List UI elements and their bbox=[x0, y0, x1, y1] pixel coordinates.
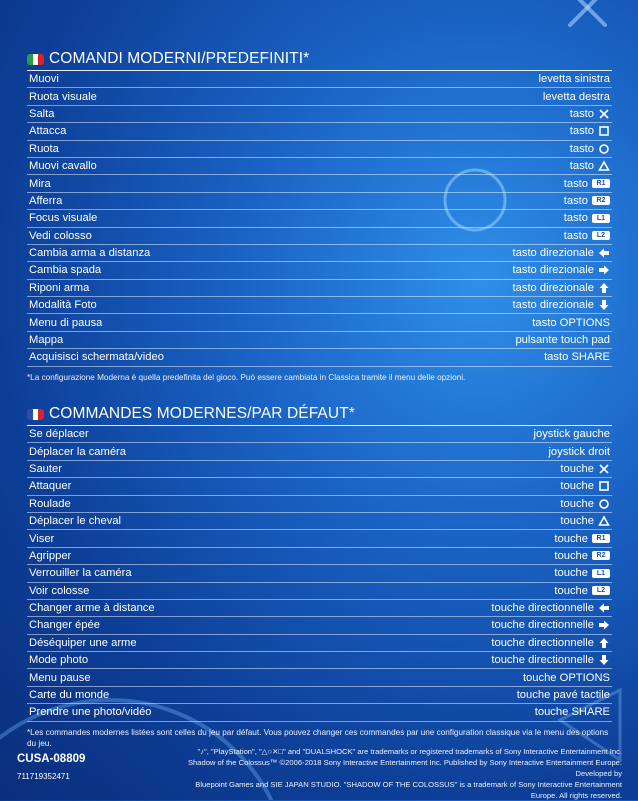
action-label: Verrouiller la caméra bbox=[29, 567, 132, 580]
control-label: tasto bbox=[569, 107, 594, 120]
control-binding bbox=[532, 317, 610, 329]
control-row bbox=[27, 600, 612, 617]
product-code: CUSA-08809 bbox=[17, 753, 86, 765]
control-row bbox=[27, 635, 612, 652]
control-label: touche pavé tactile bbox=[516, 689, 610, 702]
control-row bbox=[27, 349, 612, 366]
control-label: touche bbox=[560, 462, 594, 475]
action-label: Ruota bbox=[29, 142, 59, 155]
section-title: COMANDI MODERNI/PREDEFINITI* bbox=[49, 50, 310, 67]
control-label: tasto bbox=[563, 177, 588, 190]
control-label: tasto direzionale bbox=[512, 299, 594, 312]
square-icon bbox=[598, 125, 610, 137]
r1-button-icon: R1 bbox=[592, 179, 610, 188]
control-label: tasto direzionale bbox=[512, 247, 594, 260]
action-label: Afferra bbox=[29, 194, 63, 207]
controls-list bbox=[27, 71, 612, 367]
control-row bbox=[27, 228, 612, 245]
control-binding bbox=[554, 585, 610, 597]
control-label: touche bbox=[560, 515, 594, 528]
control-binding bbox=[491, 619, 610, 631]
action-label: Riponi arma bbox=[29, 281, 90, 294]
arrow-up-icon bbox=[598, 637, 610, 649]
control-binding bbox=[491, 654, 610, 666]
action-label: Salta bbox=[29, 107, 55, 120]
arrow-left-icon bbox=[598, 602, 610, 614]
control-row bbox=[27, 88, 612, 105]
control-label: touche OPTIONS bbox=[522, 671, 610, 684]
control-label: touche bbox=[554, 567, 588, 580]
control-binding bbox=[564, 230, 610, 242]
action-label: Se déplacer bbox=[29, 428, 89, 441]
action-label: Prendre une photo/vidéo bbox=[29, 706, 152, 719]
legal-line: Bluepoint Games and SIE JAPAN STUDIO. "SHADOW OF THE COLOSSUS" is a trademark of Sony Interactive Entertainment Europe. All rights reserved. bbox=[195, 780, 622, 800]
control-binding bbox=[570, 108, 610, 120]
control-label: tasto SHARE bbox=[544, 351, 610, 364]
control-binding bbox=[534, 428, 611, 440]
action-label: Mira bbox=[29, 177, 51, 190]
control-binding bbox=[491, 637, 610, 649]
circle-icon bbox=[598, 143, 610, 155]
control-binding bbox=[491, 602, 610, 614]
l1-button-icon: L1 bbox=[592, 214, 610, 223]
triangle-icon bbox=[598, 515, 610, 527]
control-row bbox=[27, 193, 612, 210]
control-binding bbox=[513, 247, 610, 259]
control-binding bbox=[570, 143, 610, 155]
control-row bbox=[27, 332, 612, 349]
action-label: Roulade bbox=[29, 497, 71, 510]
arrow-right-icon bbox=[598, 619, 610, 631]
control-row bbox=[27, 565, 612, 582]
control-label: tasto bbox=[569, 160, 594, 173]
section-title: COMMANDES MODERNES/PAR DÉFAUT* bbox=[49, 405, 355, 422]
control-label: touche bbox=[554, 549, 588, 562]
action-label: Ruota visuale bbox=[29, 90, 97, 103]
control-binding bbox=[548, 446, 610, 458]
footnote: *La configurazione Moderna è quella predefinita del gioco. Può essere cambiata in Classica tramite il menu delle opzioni. bbox=[27, 372, 466, 382]
control-binding bbox=[554, 550, 610, 562]
legal-text bbox=[172, 746, 622, 801]
control-label: tasto OPTIONS bbox=[532, 316, 610, 329]
action-label: Modalità Foto bbox=[29, 299, 97, 312]
control-row bbox=[27, 106, 612, 123]
control-row bbox=[27, 513, 612, 530]
control-binding bbox=[570, 160, 610, 172]
action-label: Mode photo bbox=[29, 654, 89, 667]
control-binding bbox=[560, 515, 610, 527]
control-label: touche directionnelle bbox=[491, 636, 594, 649]
control-binding bbox=[538, 73, 610, 85]
control-row bbox=[27, 687, 612, 704]
section-italian-controls bbox=[27, 48, 612, 383]
action-label: Acquisisci schermata/video bbox=[29, 351, 164, 364]
footnote: *Les commandes modernes listées sont celles du jeu par défaut. Vous pouvez changer ces commandes par une configuration classique via le menu des options du jeu. bbox=[27, 727, 609, 748]
control-label: levetta sinistra bbox=[538, 73, 610, 86]
action-label: Viser bbox=[29, 532, 55, 545]
controls-list bbox=[27, 426, 612, 722]
control-label: tasto bbox=[569, 125, 594, 138]
arrow-down-icon bbox=[598, 299, 610, 311]
control-binding bbox=[564, 195, 610, 207]
control-label: tasto bbox=[563, 229, 588, 242]
italian-flag-icon bbox=[27, 54, 44, 65]
control-row bbox=[27, 262, 612, 279]
control-label: tasto bbox=[563, 212, 588, 225]
r2-button-icon: R2 bbox=[592, 551, 610, 560]
l2-button-icon: L2 bbox=[592, 231, 610, 240]
control-binding bbox=[560, 480, 610, 492]
control-row bbox=[27, 280, 612, 297]
control-row bbox=[27, 530, 612, 547]
control-label: touche bbox=[554, 532, 588, 545]
control-row bbox=[27, 158, 612, 175]
arrow-left-icon bbox=[598, 247, 610, 259]
control-label: touche bbox=[560, 497, 594, 510]
action-label: Cambia spada bbox=[29, 264, 102, 277]
control-binding bbox=[513, 264, 610, 276]
control-label: touche SHARE bbox=[534, 706, 610, 719]
action-label: Agripper bbox=[29, 549, 72, 562]
control-label: tasto bbox=[563, 194, 588, 207]
control-row bbox=[27, 669, 612, 686]
action-label: Vedi colosso bbox=[29, 229, 92, 242]
control-row bbox=[27, 583, 612, 600]
control-row bbox=[27, 478, 612, 495]
l2-button-icon: L2 bbox=[592, 586, 610, 595]
l1-button-icon: L1 bbox=[592, 569, 610, 578]
control-binding bbox=[513, 299, 610, 311]
control-label: touche directionnelle bbox=[491, 654, 594, 667]
circle-icon bbox=[598, 498, 610, 510]
r2-button-icon: R2 bbox=[592, 196, 610, 205]
flag-stripe bbox=[38, 54, 44, 65]
barcode-number: 711719352471 bbox=[17, 772, 70, 781]
action-label: Menu di pausa bbox=[29, 316, 103, 329]
control-row bbox=[27, 71, 612, 88]
control-label: levetta destra bbox=[542, 90, 610, 103]
action-label: Menu pause bbox=[29, 671, 91, 684]
section-header bbox=[27, 48, 612, 71]
action-label: Déséquiper une arme bbox=[29, 636, 137, 649]
control-label: tasto direzionale bbox=[512, 281, 594, 294]
square-icon bbox=[598, 480, 610, 492]
control-label: joystick droit bbox=[548, 445, 610, 458]
arrow-up-icon bbox=[598, 282, 610, 294]
control-row bbox=[27, 123, 612, 140]
action-label: Focus visuale bbox=[29, 212, 98, 225]
control-row bbox=[27, 617, 612, 634]
action-label: Mappa bbox=[29, 334, 64, 347]
arrow-down-icon bbox=[598, 654, 610, 666]
control-row bbox=[27, 704, 612, 721]
control-row bbox=[27, 548, 612, 565]
control-label: pulsante touch pad bbox=[515, 334, 610, 347]
action-label: Changer épée bbox=[29, 619, 100, 632]
r1-button-icon: R1 bbox=[592, 534, 610, 543]
action-label: Carte du monde bbox=[29, 689, 110, 702]
cross-icon bbox=[598, 463, 610, 475]
action-label: Déplacer la caméra bbox=[29, 445, 127, 458]
action-label: Attacca bbox=[29, 125, 67, 138]
control-row bbox=[27, 210, 612, 227]
action-label: Changer arme à distance bbox=[29, 602, 155, 615]
flag-stripe bbox=[38, 409, 44, 420]
french-flag-icon bbox=[27, 409, 44, 420]
cross-icon bbox=[598, 108, 610, 120]
action-label: Muovi bbox=[29, 73, 59, 86]
triangle-icon bbox=[598, 160, 610, 172]
action-label: Attaquer bbox=[29, 480, 72, 493]
background-cross-icon bbox=[570, 0, 605, 25]
control-row bbox=[27, 461, 612, 478]
control-binding bbox=[570, 125, 610, 137]
control-label: touche directionnelle bbox=[491, 619, 594, 632]
section-header bbox=[27, 403, 612, 426]
control-label: touche bbox=[560, 480, 594, 493]
action-label: Déplacer le cheval bbox=[29, 515, 122, 528]
control-label: touche bbox=[554, 584, 588, 597]
control-binding bbox=[564, 178, 610, 190]
control-row bbox=[27, 141, 612, 158]
control-binding bbox=[554, 533, 610, 545]
control-binding bbox=[535, 706, 610, 718]
control-binding bbox=[560, 463, 610, 475]
control-binding bbox=[564, 212, 610, 224]
action-label: Voir colosse bbox=[29, 584, 90, 597]
control-row bbox=[27, 297, 612, 314]
control-binding bbox=[560, 498, 610, 510]
control-label: tasto direzionale bbox=[512, 264, 594, 277]
control-binding bbox=[523, 672, 610, 684]
control-label: tasto bbox=[569, 142, 594, 155]
section-french-controls bbox=[27, 403, 612, 749]
legal-line: "♪", "PlayStation", "△○✕□" and "DUALSHOCK" are trademarks or registered trademarks of Sony Interactive Entertainment Inc. bbox=[197, 747, 622, 756]
control-row bbox=[27, 314, 612, 331]
legal-line: Shadow of the Colossus™ ©2006-2018 Sony Interactive Entertainment Inc. Published by Sony Interactive Entertainment Europe. Developed by bbox=[187, 758, 622, 778]
control-binding bbox=[543, 91, 610, 103]
control-label: touche directionnelle bbox=[491, 602, 594, 615]
control-binding bbox=[513, 282, 610, 294]
control-binding bbox=[544, 351, 610, 363]
arrow-right-icon bbox=[598, 264, 610, 276]
control-row bbox=[27, 652, 612, 669]
control-binding bbox=[515, 334, 610, 346]
control-label: joystick gauche bbox=[533, 428, 610, 441]
control-binding bbox=[517, 689, 610, 701]
control-row bbox=[27, 496, 612, 513]
action-label: Cambia arma a distanza bbox=[29, 247, 151, 260]
control-row bbox=[27, 175, 612, 192]
action-label: Muovi cavallo bbox=[29, 160, 97, 173]
control-binding bbox=[554, 567, 610, 579]
action-label: Sauter bbox=[29, 462, 62, 475]
control-row bbox=[27, 443, 612, 460]
control-row bbox=[27, 426, 612, 443]
control-row bbox=[27, 245, 612, 262]
